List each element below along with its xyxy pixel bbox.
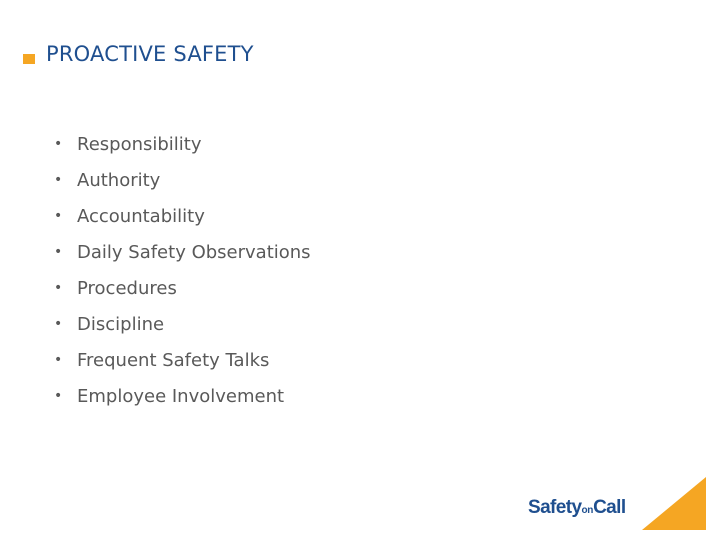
bullet-text: Employee Involvement	[77, 385, 285, 407]
bullet-icon: •	[54, 352, 63, 368]
bullet-text: Discipline	[77, 313, 165, 335]
bullet-item-responsibility	[46, 126, 311, 162]
bullet-icon: •	[54, 172, 63, 188]
bullet-text: Daily Safety Observations	[77, 241, 311, 263]
bullet-item-procedures	[46, 270, 311, 306]
logo-text-call: Call	[593, 497, 626, 518]
title-marker-icon	[23, 54, 35, 64]
bullet-text: Frequent Safety Talks	[77, 349, 270, 371]
bullet-item-employee-involvement	[46, 378, 311, 414]
logo-text-on: on	[581, 505, 594, 516]
bullet-icon: •	[54, 244, 63, 260]
logo-text-safety: Safety	[528, 497, 582, 518]
bullet-icon: •	[54, 208, 63, 224]
bullet-text: Authority	[77, 169, 161, 191]
bullet-item-accountability	[46, 198, 311, 234]
bullet-list	[46, 126, 311, 414]
bullet-item-daily-safety-observations	[46, 234, 311, 270]
bullet-item-frequent-safety-talks	[46, 342, 311, 378]
bullet-icon: •	[54, 280, 63, 296]
bullet-item-authority	[46, 162, 311, 198]
company-logo	[528, 498, 626, 517]
corner-triangle-icon	[642, 477, 706, 530]
bullet-text: Procedures	[77, 277, 177, 299]
bullet-icon: •	[54, 388, 63, 404]
bullet-icon: •	[54, 316, 63, 332]
bullet-item-discipline	[46, 306, 311, 342]
slide-title: PROACTIVE SAFETY	[46, 42, 254, 66]
bullet-text: Accountability	[77, 205, 205, 227]
bullet-icon: •	[54, 136, 63, 152]
bullet-text: Responsibility	[77, 133, 202, 155]
